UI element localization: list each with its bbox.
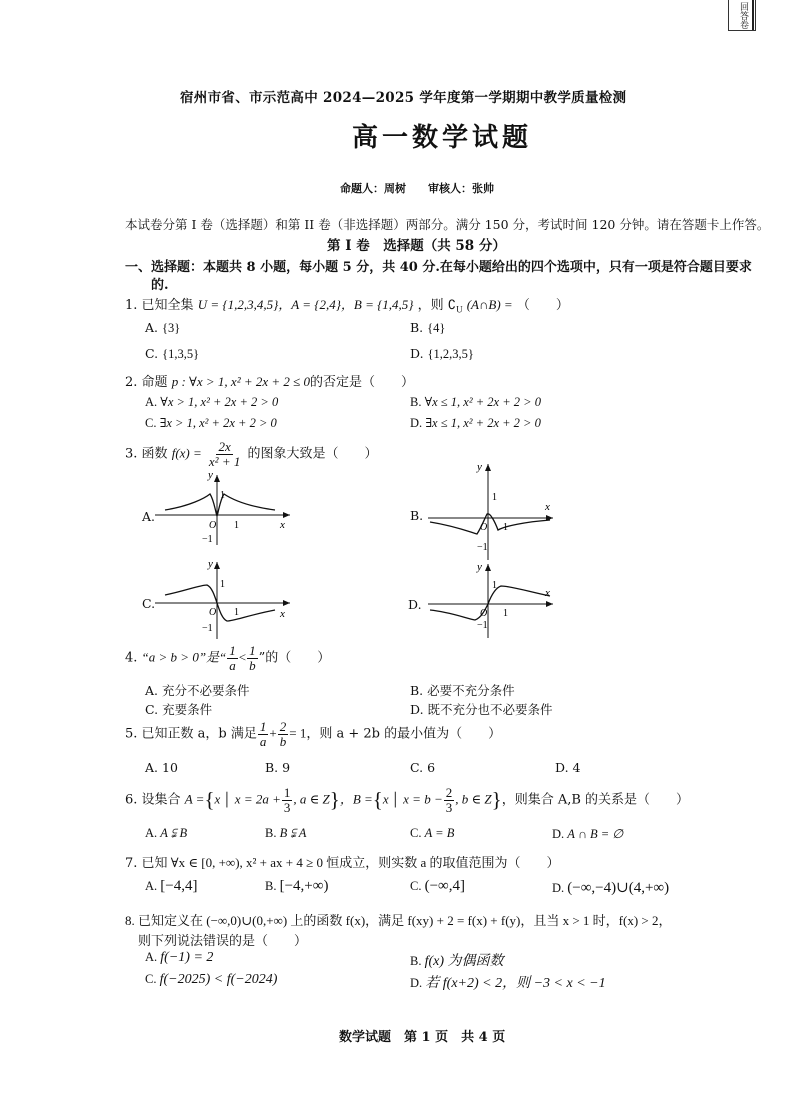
- question-5: 5. 已知正数 a，b 满足 $\frac{1}{a}$ + $\frac{2}{b}$ = 1，则 a + 2b 的最小值为（ ）: [125, 719, 502, 749]
- option-b: B. 9: [265, 760, 291, 775]
- tick-label: −1: [477, 620, 488, 631]
- option-a: A. 充分不必要条件: [145, 683, 250, 698]
- question-number: 1.: [125, 298, 138, 313]
- origin-label: O: [209, 520, 217, 531]
- option-a: A. {3}: [145, 320, 181, 335]
- origin-label: O: [480, 608, 488, 619]
- graph-option-d: [425, 560, 560, 640]
- option-c: C. 充要条件: [145, 702, 213, 717]
- tick-label: 1: [503, 522, 508, 533]
- page-footer: 数学试题 第 1 页 共 4 页: [339, 1030, 506, 1045]
- question-8-cont: 则下列说法错误的是（ ）: [138, 934, 308, 949]
- graph-label-a: A.: [142, 509, 156, 524]
- tick-label: 1: [492, 492, 497, 503]
- option-b: B. ∀x ≤ 1, x² + 2x + 2 > 0: [410, 395, 541, 409]
- graph-option-b: [425, 460, 560, 565]
- section1-heading-cont: 的.: [151, 278, 169, 293]
- tick-label: 1: [503, 608, 508, 619]
- question-math: (A∩B) =: [466, 297, 513, 312]
- side-divider: [752, 0, 754, 30]
- graph-label-b: B.: [410, 508, 424, 523]
- tick-label: 1: [234, 607, 239, 618]
- question-2: 2. 命题 p : ∀x > 1, x² + 2x + 2 ≤ 0的否定是（ ）: [125, 374, 415, 390]
- part1-title: 第 I 卷 选择题（共 58 分）: [327, 238, 506, 254]
- complement-symbol: $∁_U$: [447, 297, 463, 315]
- authors-line: 命题人：周树 审核人：张帅: [340, 182, 494, 195]
- question-7: 7. 已知 ∀x ∈ [0, +∞), x² + ax + 4 ≥ 0 恒成立，则实数 a 的取值范围为（ ）: [125, 855, 560, 871]
- graph-option-c: [150, 557, 300, 642]
- axis-y-label: y: [208, 558, 213, 570]
- tick-label: −1: [202, 623, 213, 634]
- option-c: C. {1,3,5}: [145, 346, 200, 361]
- option-b: B. {4}: [410, 320, 446, 335]
- option-b: B. f(x) 为偶函数: [410, 954, 504, 969]
- page-title: 高一数学试题: [352, 123, 533, 153]
- question-8: 8. 已知定义在 (−∞,0)∪(0,+∞) 上的函数 f(x)，满足 f(xy) + 2 = f(x) + f(y)，且当 x > 1 时，f(x) > 2，: [125, 913, 672, 928]
- tick-label: 1: [220, 579, 225, 590]
- axis-x-label: x: [280, 608, 285, 620]
- option-b: B. [−4,+∞): [265, 878, 329, 894]
- answer-blank: （ ）: [516, 298, 569, 313]
- option-d: D. 若 f(x+2) < 2，则 −3 < x < −1: [410, 976, 606, 991]
- option-a: A. A ⫋ B: [145, 826, 188, 840]
- exam-header: 宿州市省、市示范高中 2024—2025 学年度第一学期期中教学质量检测: [180, 90, 627, 106]
- option-c: C. A = B: [410, 826, 455, 840]
- option-d: D. A ∩ B = ∅: [552, 827, 624, 841]
- option-b: B. B ⫋ A: [265, 826, 307, 840]
- option-a: A. f(−1) = 2: [145, 950, 214, 965]
- option-a: A. [−4,4]: [145, 878, 198, 894]
- side-tab: 回答卷: [728, 0, 756, 31]
- question-text: 已知全集: [141, 298, 194, 313]
- origin-label: O: [209, 607, 217, 618]
- axis-x-label: x: [545, 501, 550, 513]
- tick-label: 1: [234, 520, 239, 531]
- question-text: ，则: [417, 298, 444, 313]
- option-a: A. ∀x > 1, x² + 2x + 2 > 0: [145, 395, 279, 409]
- tick-label: 1: [492, 580, 497, 591]
- graph-label-d: D.: [408, 597, 422, 612]
- option-a: A. 10: [145, 760, 178, 775]
- tick-label: 1: [220, 490, 225, 501]
- option-c: C. 6: [410, 760, 436, 775]
- question-1: [125, 294, 569, 315]
- graph-label-c: C.: [142, 596, 156, 611]
- option-d: D. {1,2,3,5}: [410, 346, 474, 361]
- section1-heading: 一、选择题：本题共 8 小题，每小题 5 分，共 40 分.在每小题给出的四个选项中，只有一项是符合题目要求: [125, 260, 752, 275]
- exam-instructions: 本试卷分第 I 卷（选择题）和第 II 卷（非选择题）两部分。满分 150 分，考试时间 120 分钟。请在答题卡上作答。: [125, 217, 770, 232]
- axis-x-label: x: [545, 587, 550, 599]
- option-d: D. 既不充分也不必要条件: [410, 702, 553, 717]
- question-6: 6. 设集合 A ={x │ x = 2a + $\frac{1}{3}$ , a ∈ Z}，B ={x │ x = b − $\frac{2}{3}$ , b ∈ Z}，则集合 A,B 的关系是（ ）: [125, 785, 690, 815]
- tick-label: −1: [477, 542, 488, 553]
- graph-option-a: [150, 470, 300, 550]
- axis-y-label: y: [477, 461, 482, 473]
- option-d: D. 4: [555, 760, 581, 775]
- tick-label: −1: [202, 534, 213, 545]
- question-4: 4. “a > b > 0”是“ $\frac{1}{a}$ < $\frac{1}{b}$ ”的（ ）: [125, 643, 331, 673]
- question-math: U = {1,2,3,4,5}，A = {2,4}，B = {1,4,5}: [197, 297, 414, 312]
- option-d: D. ∃x ≤ 1, x² + 2x + 2 > 0: [410, 416, 541, 430]
- axis-x-label: x: [280, 519, 285, 531]
- origin-label: O: [480, 522, 488, 533]
- axis-y-label: y: [477, 561, 482, 573]
- option-d: D. (−∞,−4)∪(4,+∞): [552, 880, 670, 896]
- axis-y-label: y: [208, 470, 213, 481]
- option-c: C. f(−2025) < f(−2024): [145, 972, 278, 987]
- option-c: C. (−∞,4]: [410, 878, 465, 894]
- option-b: B. 必要不充分条件: [410, 683, 515, 698]
- option-c: C. ∃x > 1, x² + 2x + 2 > 0: [145, 416, 277, 430]
- question-3: 3. 函数 f(x) = $\frac{2x}{\text{x² + 1}}$ 的图象大致是（ ）: [125, 439, 378, 469]
